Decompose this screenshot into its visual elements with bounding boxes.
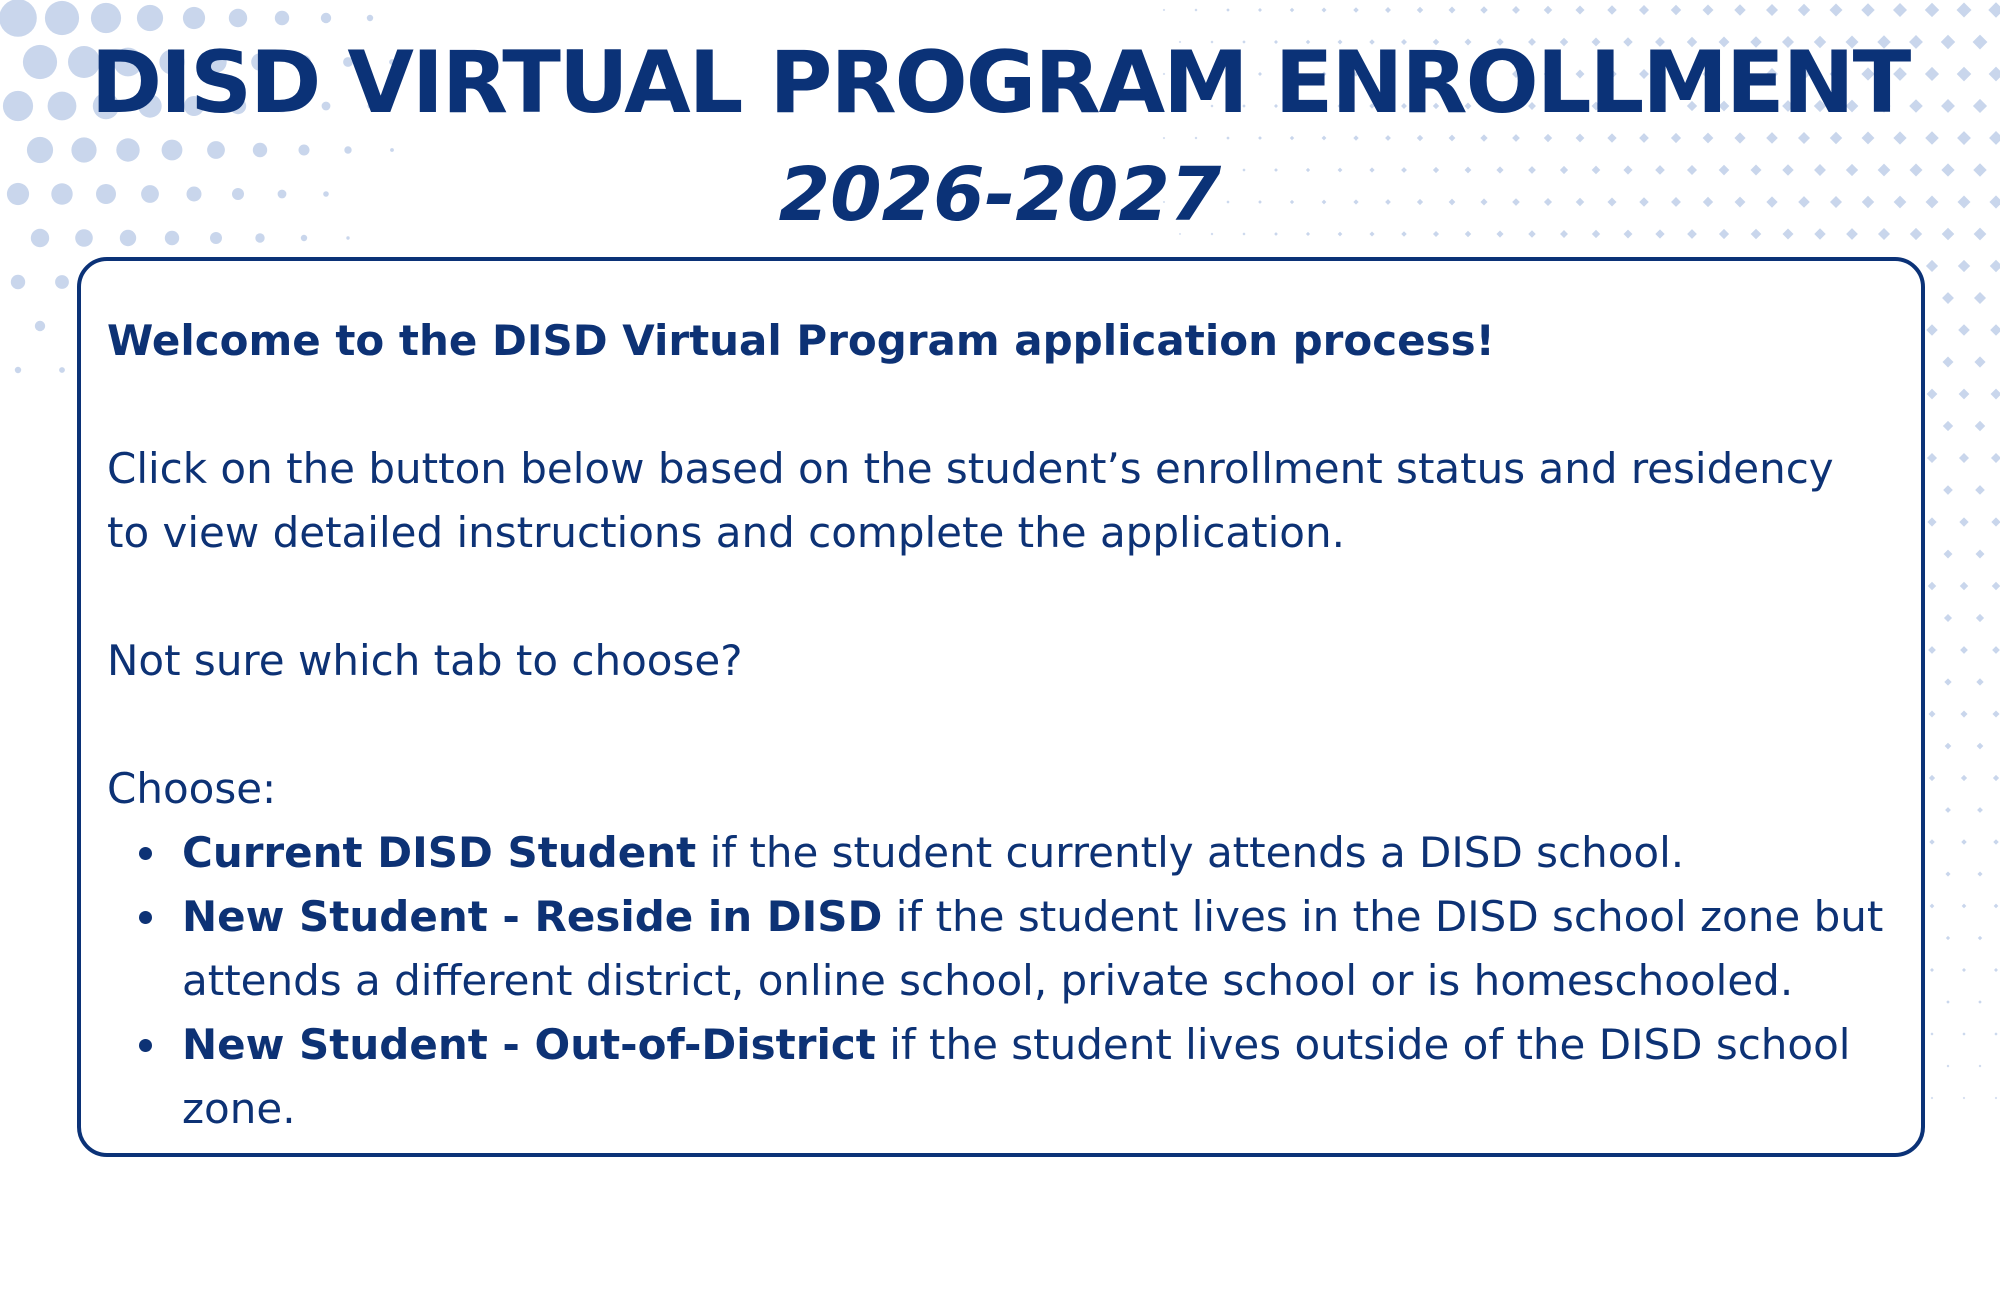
options-list — [107, 821, 1921, 1141]
welcome-heading: Welcome to the DISD Virtual Program application process! — [107, 316, 1495, 365]
info-card — [77, 257, 1925, 1157]
option-term: Current DISD Student — [182, 828, 697, 877]
option-description: if the student lives in the DISD school zone but attends a different district, online school, private school or is homeschooled. — [182, 892, 1884, 1005]
bullet-icon — [139, 911, 152, 924]
page-title: DISD VIRTUAL PROGRAM ENROLLMENT — [90, 33, 1910, 133]
list-item-new-student-reside — [182, 885, 1921, 1013]
list-item-current-student — [182, 821, 1921, 885]
spacer — [107, 373, 1921, 437]
list-item-new-student-out-of-district — [182, 1013, 1921, 1141]
option-term: New Student - Reside in DISD — [182, 892, 883, 941]
page-subtitle-year: 2026-2027 — [778, 152, 1222, 238]
bullet-icon — [139, 847, 152, 860]
choose-label: Choose: — [107, 764, 277, 813]
spacer — [107, 693, 1921, 757]
option-description: if the student currently attends a DISD school. — [696, 828, 1685, 877]
option-term: New Student - Out-of-District — [182, 1020, 876, 1069]
option-description: if the student lives outside of the DISD school zone. — [182, 1020, 1851, 1133]
question-text: Not sure which tab to choose? — [107, 636, 743, 685]
spacer — [107, 565, 1921, 629]
bullet-icon — [139, 1039, 152, 1052]
instructions-text: Click on the button below based on the student’s enrollment status and residency to view detailed instructions and complete the application. — [107, 444, 1834, 557]
